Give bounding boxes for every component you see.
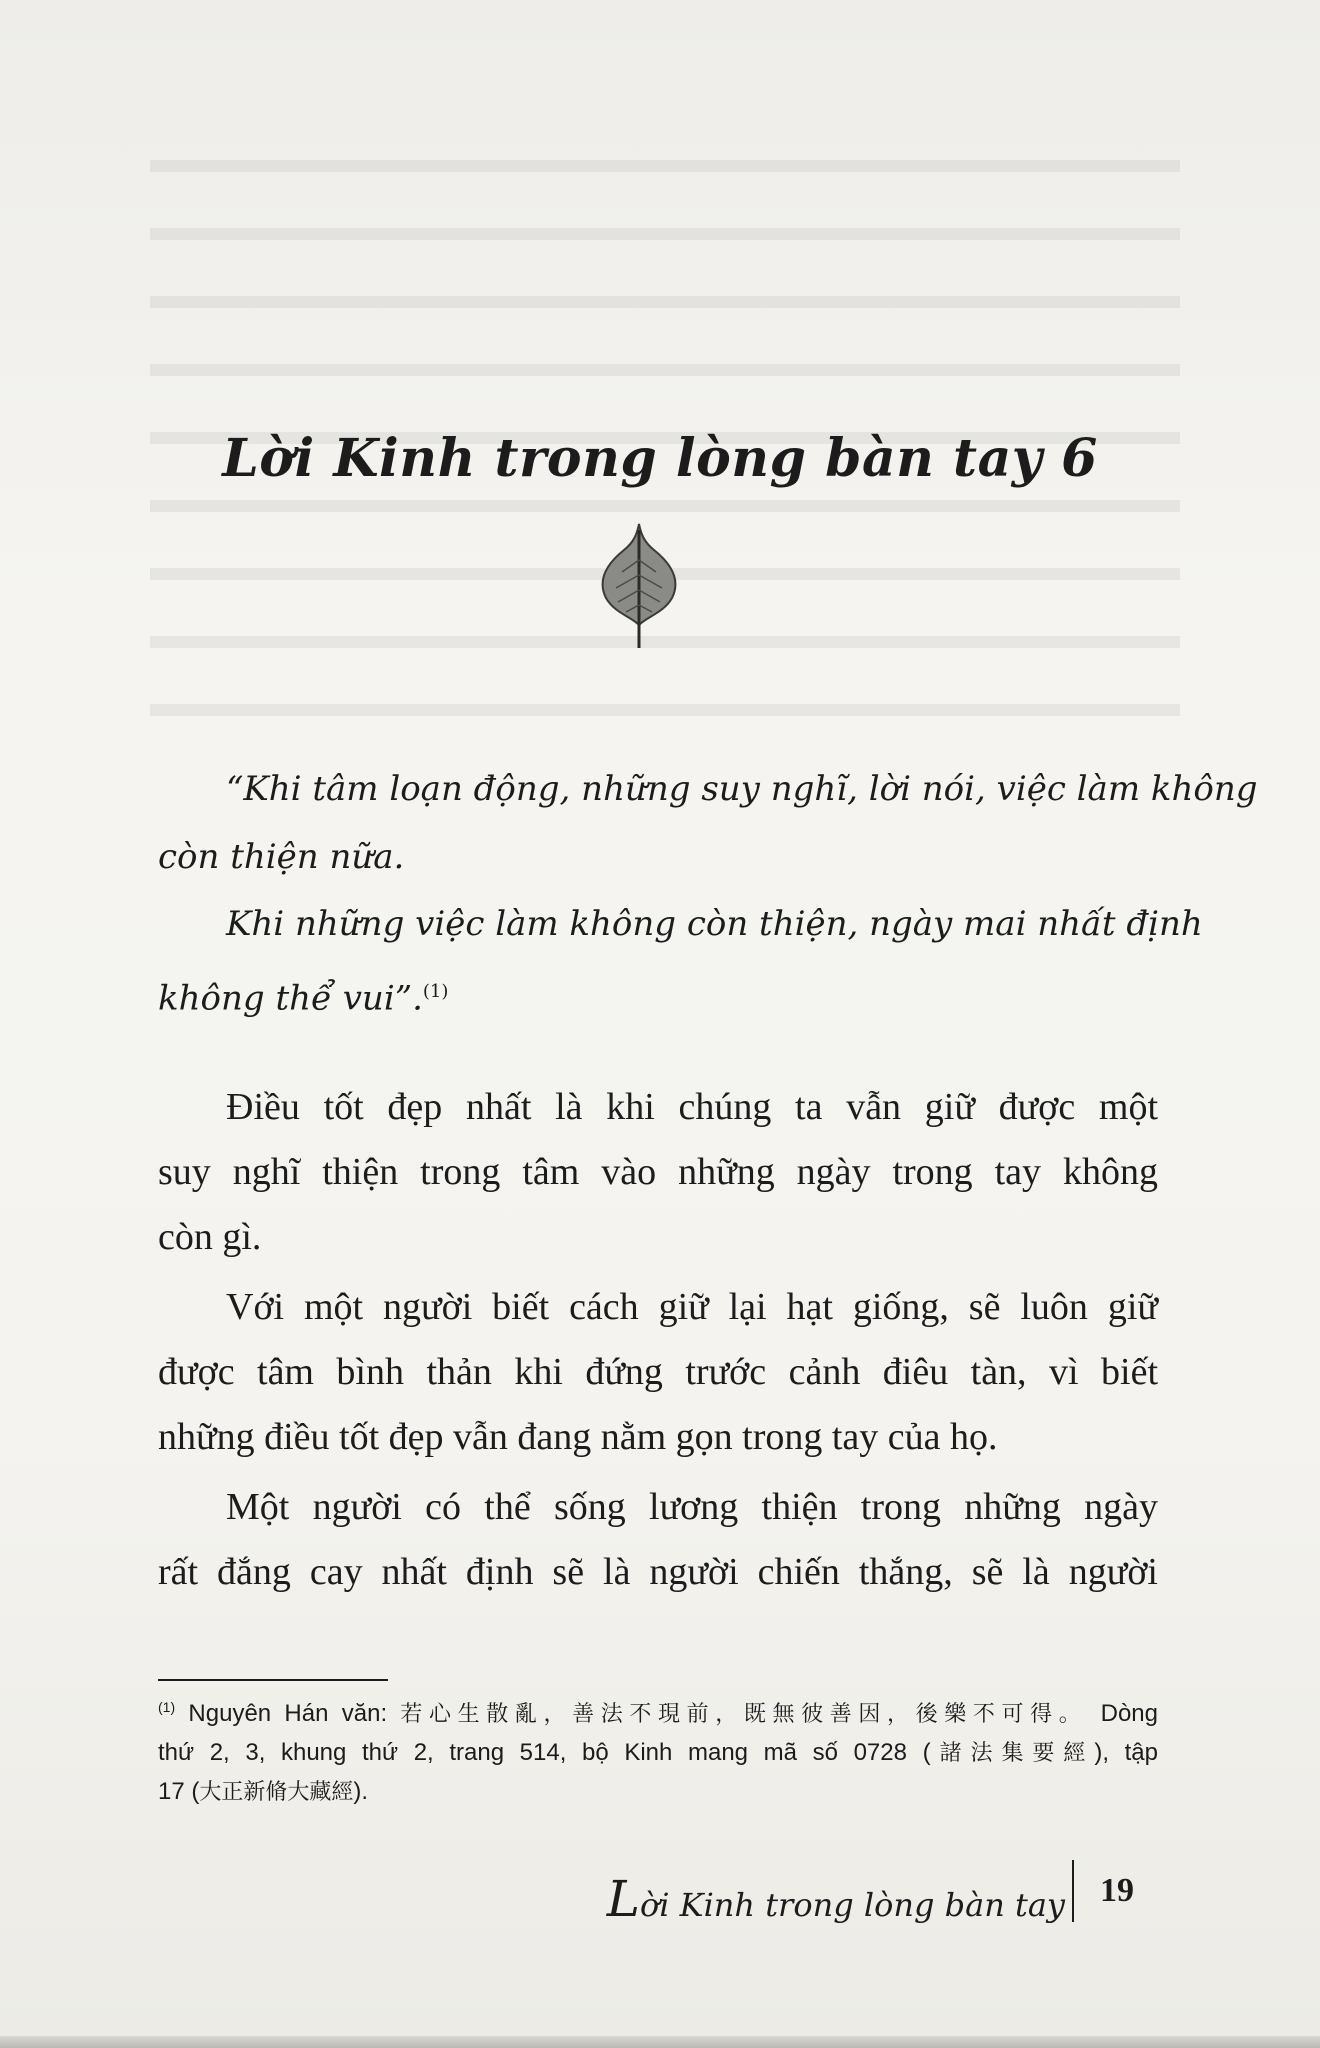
quote-line-last [158,958,1158,1026]
footnote-divider [158,1679,388,1681]
footnote [158,1688,1158,1812]
running-header-initial: L [606,1870,640,1928]
quote-paragraph-2 [158,890,1203,1026]
page-bottom-edge [0,2036,1320,2048]
quote-paragraph-1 [158,755,1258,891]
footnote-text: 17 ( [158,1778,200,1805]
han-text: 諸法集要經 [930,1741,1095,1766]
body-paragraph-3 [158,1475,1158,1605]
bodhi-leaf-icon [594,520,684,650]
quote-line: còn thiện nữa. [158,837,405,877]
header-separator [1072,1860,1074,1922]
footnote-text: Dòng [1100,1700,1158,1727]
body-line: những điều tốt đẹp vẫn đang nằm gọn trong tay của họ. [158,1416,998,1458]
footnote-text: ). [353,1778,369,1805]
running-header-text: ời Kinh trong lòng bàn tay [639,1886,1065,1924]
body-line: được tâm bình thản khi đứng trước cảnh điêu tàn, vì biết [158,1351,1158,1393]
footnote-line [158,1773,1158,1812]
body-line: rất đắng cay nhất định sẽ là người chiến thắng, sẽ là người [158,1551,1158,1593]
body-line: còn gì. [158,1216,262,1258]
footnote-line [158,1688,1158,1734]
quote-line-text: không thể vui”. [158,978,423,1019]
page-number: 19 [1100,1872,1134,1909]
body-paragraph-1 [158,1075,1158,1270]
quote-line: Khi những việc làm không còn thiện, ngày mai nhất định [226,904,1203,944]
footnote-reference: (1) [422,981,449,1002]
body-paragraph-2 [158,1275,1158,1470]
footnote-text: ), tập [1094,1739,1158,1766]
chapter-title: Lời Kinh trong lòng bàn tay 6 [222,428,1098,489]
body-line: suy nghĩ thiện trong tâm vào những ngày trong tay không [158,1151,1158,1193]
han-text: 若心生散亂，善法不現前，既無彼善因，後樂不可得。 [400,1702,1088,1727]
footnote-line [158,1734,1158,1773]
body-line: Điều tốt đẹp nhất là khi chúng ta vẫn giữ được một [226,1086,1158,1128]
footnote-marker: (1) [158,1699,176,1715]
body-line: Với một người biết cách giữ lại hạt giống, sẽ luôn giữ [226,1286,1158,1328]
footnote-text: Nguyên Hán văn: [188,1700,401,1727]
han-text: 大正新脩大藏經 [199,1780,354,1805]
footnote-text: thứ 2, 3, khung thứ 2, trang 514, bộ Kinh mang mã số 0728 ( [158,1739,931,1766]
running-header [607,1870,1065,1928]
body-line: Một người có thể sống lương thiện trong những ngày [226,1486,1158,1528]
quote-line: “Khi tâm loạn động, những suy nghĩ, lời nói, việc làm không [226,769,1258,809]
